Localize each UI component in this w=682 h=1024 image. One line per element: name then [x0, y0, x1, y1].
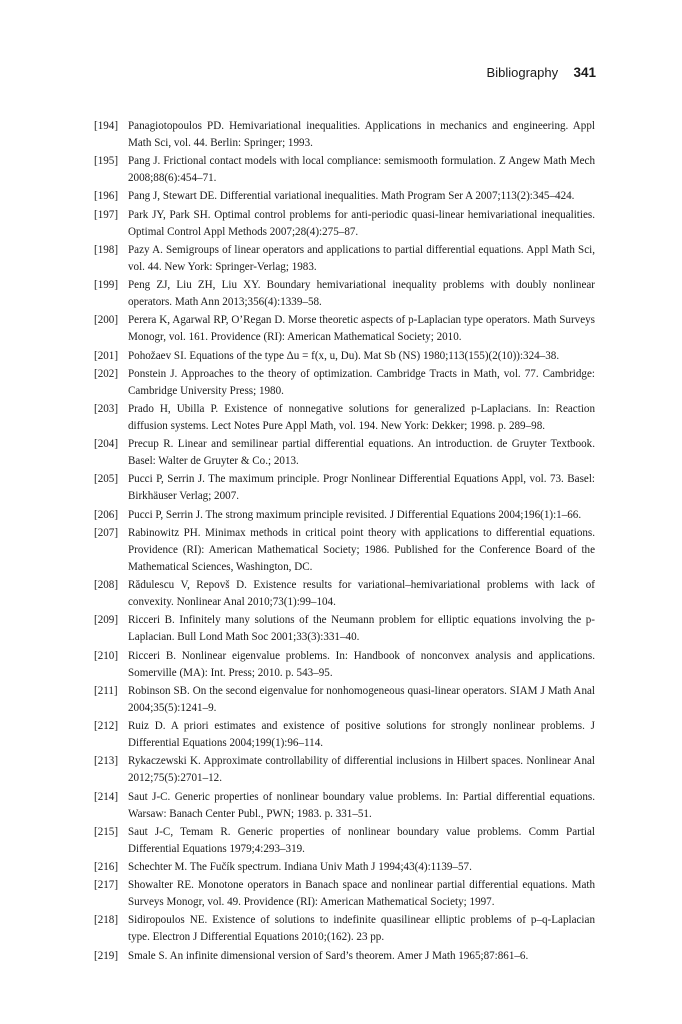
- reference-item: [94, 912, 595, 946]
- reference-text: Saut J-C. Generic properties of nonlinear boundary value problems. In: Partial differential equations. Warsaw: Banach Center Publ., PWN; 1983. p. 331–51.: [128, 790, 595, 820]
- running-head: [487, 65, 596, 81]
- reference-text: Ricceri B. Infinitely many solutions of the Neumann problem for elliptic equations involving the p-Laplacian. Bull Lond Math Soc 2001;33(3):331–40.: [128, 614, 595, 644]
- reference-item: [94, 525, 595, 576]
- reference-item: [94, 348, 595, 365]
- reference-text: Panagiotopoulos PD. Hemivariational inequalities. Applications in mechanics and engineering. Appl Math Sci, vol. 44. Berlin: Springer; 1993.: [128, 120, 595, 150]
- reference-item: [94, 789, 595, 823]
- page-number: 341: [573, 65, 596, 80]
- reference-item: [94, 824, 595, 858]
- section-title: Bibliography: [486, 65, 559, 80]
- reference-item: [94, 577, 595, 611]
- reference-text: Pucci P, Serrin J. The maximum principle. Progr Nonlinear Differential Equations Appl, vol. 73. Basel: Birkhäuser Verlag; 2007.: [128, 473, 595, 503]
- reference-text: Pang J, Stewart DE. Differential variational inequalities. Math Program Ser A 2007;113(2):345–424.: [128, 190, 575, 203]
- reference-number: [211]: [94, 684, 118, 697]
- reference-text: Sidiropoulos NE. Existence of solutions to indefinite quasilinear elliptic problems of p–q-Laplacian type. Electron J Differential Equations 2010;(162). 23 pp.: [128, 914, 595, 944]
- reference-item: [94, 401, 595, 435]
- reference-number: [196]: [94, 190, 119, 203]
- reference-text: Pang J. Frictional contact models with local compliance: semismooth formulation. Z Angew Math Mech 2008;88(6):454–71.: [128, 155, 595, 185]
- reference-number: [210]: [94, 649, 119, 662]
- reference-text: Pohožaev SI. Equations of the type Δu = f(x, u, Du). Mat Sb (NS) 1980;113(155)(2(10)):324–38.: [128, 349, 560, 362]
- reference-text: Schechter M. The Fučík spectrum. Indiana Univ Math J 1994;43(4):1139–57.: [128, 860, 472, 873]
- reference-text: Showalter RE. Monotone operators in Banach space and nonlinear partial differential equations. Math Surveys Monogr, vol. 49. Providence (RI): American Mathematical Society; 1997.: [128, 879, 595, 909]
- reference-item: [94, 153, 595, 187]
- reference-number: [214]: [94, 790, 119, 803]
- reference-item: [94, 436, 595, 470]
- reference-item: [94, 507, 595, 524]
- reference-item: [94, 612, 595, 646]
- reference-number: [204]: [94, 438, 119, 451]
- reference-number: [209]: [94, 614, 119, 627]
- reference-item: [94, 312, 595, 346]
- reference-item: [94, 366, 595, 400]
- reference-item: [94, 118, 595, 152]
- reference-item: [94, 471, 595, 505]
- reference-item: [94, 683, 595, 717]
- reference-number: [216]: [94, 860, 119, 873]
- reference-item: [94, 859, 595, 876]
- reference-number: [208]: [94, 579, 119, 592]
- reference-number: [203]: [94, 402, 119, 415]
- reference-item: [94, 648, 595, 682]
- reference-number: [201]: [94, 349, 119, 362]
- reference-number: [219]: [94, 949, 119, 962]
- reference-item: [94, 877, 595, 911]
- reference-text: Rădulescu V, Repovš D. Existence results for variational–hemivariational problems with lack of convexity. Nonlinear Anal 2010;73(1):99–104.: [128, 579, 595, 609]
- reference-text: Rabinowitz PH. Minimax methods in critical point theory with applications to differential equations. Providence (RI): American Mathematical Society; 1986. Published for the Conference Board of the Mathematical Sciences, Washington, DC.: [128, 526, 595, 573]
- reference-text: Prado H, Ubilla P. Existence of nonnegative solutions for generalized p-Laplacians. In: Reaction diffusion systems. Lect Notes Pure Appl Math, vol. 194. New York: Dekker; 1998. p. 289–98.: [128, 402, 595, 433]
- reference-number: [207]: [94, 526, 119, 539]
- reference-text: Peng ZJ, Liu ZH, Liu XY. Boundary hemivariational inequality problems with doubly nonlinear operators. Math Ann 2013;356(4):1339–58.: [128, 279, 595, 309]
- reference-text: Ruiz D. A priori estimates and existence of positive solutions for strongly nonlinear problems. J Differential Equations 2004;199(1):96–114.: [128, 720, 595, 750]
- reference-text: Saut J-C, Temam R. Generic properties of nonlinear boundary value problems. Comm Partial Differential Equations 1979;4:293–319.: [128, 825, 595, 855]
- reference-item: [94, 277, 595, 311]
- reference-text: Park JY, Park SH. Optimal control problems for anti-periodic quasi-linear hemivariational inequalities. Optimal Control Appl Methods 2007;28(4):275–87.: [128, 208, 595, 238]
- reference-text: Rykaczewski K. Approximate controllability of differential inclusions in Hilbert spaces. Nonlinear Anal 2012;75(5):2701–12.: [128, 755, 595, 785]
- reference-number: [199]: [94, 279, 119, 292]
- reference-text: Pucci P, Serrin J. The strong maximum principle revisited. J Differential Equations 2004;196(1):1–66.: [128, 508, 582, 521]
- reference-number: [212]: [94, 720, 119, 733]
- reference-text: Ponstein J. Approaches to the theory of optimization. Cambridge Tracts in Math, vol. 77. Cambridge: Cambridge University Press; 1980.: [128, 367, 595, 397]
- reference-number: [198]: [94, 243, 119, 256]
- reference-number: [197]: [94, 208, 119, 221]
- reference-item: [94, 718, 595, 752]
- reference-item: [94, 948, 595, 965]
- reference-text: Precup R. Linear and semilinear partial differential equations. An introduction. de Gruyter Textbook. Basel: Walter de Gruyter & Co.; 2013.: [128, 438, 595, 468]
- reference-number: [213]: [94, 755, 119, 768]
- reference-number: [215]: [94, 825, 119, 838]
- reference-list: [94, 118, 595, 966]
- reference-number: [200]: [94, 314, 119, 327]
- reference-number: [202]: [94, 367, 119, 380]
- reference-text: Robinson SB. On the second eigenvalue for nonhomogeneous quasi-linear operators. SIAM J Math Anal 2004;35(5):1241–9.: [128, 684, 595, 714]
- reference-item: [94, 242, 595, 276]
- reference-text: Perera K, Agarwal RP, O’Regan D. Morse theoretic aspects of p-Laplacian type operators. Math Surveys Monogr, vol. 161. Providence (RI): American Mathematical Society; 2010.: [128, 314, 595, 344]
- reference-number: [218]: [94, 914, 119, 927]
- reference-item: [94, 207, 595, 241]
- reference-item: [94, 188, 595, 205]
- reference-number: [217]: [94, 879, 119, 892]
- reference-number: [194]: [94, 120, 119, 132]
- reference-text: Ricceri B. Nonlinear eigenvalue problems. In: Handbook of nonconvex analysis and applications. Somerville (MA): Int. Press; 2010. p. 543–95.: [128, 649, 595, 679]
- reference-text: Smale S. An infinite dimensional version of Sard’s theorem. Amer J Math 1965;87:861–6.: [128, 949, 529, 962]
- reference-number: [195]: [94, 155, 119, 168]
- reference-text: Pazy A. Semigroups of linear operators and applications to partial differential equations. Appl Math Sci, vol. 44. New York: Springer-Verlag; 1983.: [128, 243, 595, 273]
- reference-number: [206]: [94, 508, 119, 521]
- reference-number: [205]: [94, 473, 119, 486]
- reference-item: [94, 753, 595, 787]
